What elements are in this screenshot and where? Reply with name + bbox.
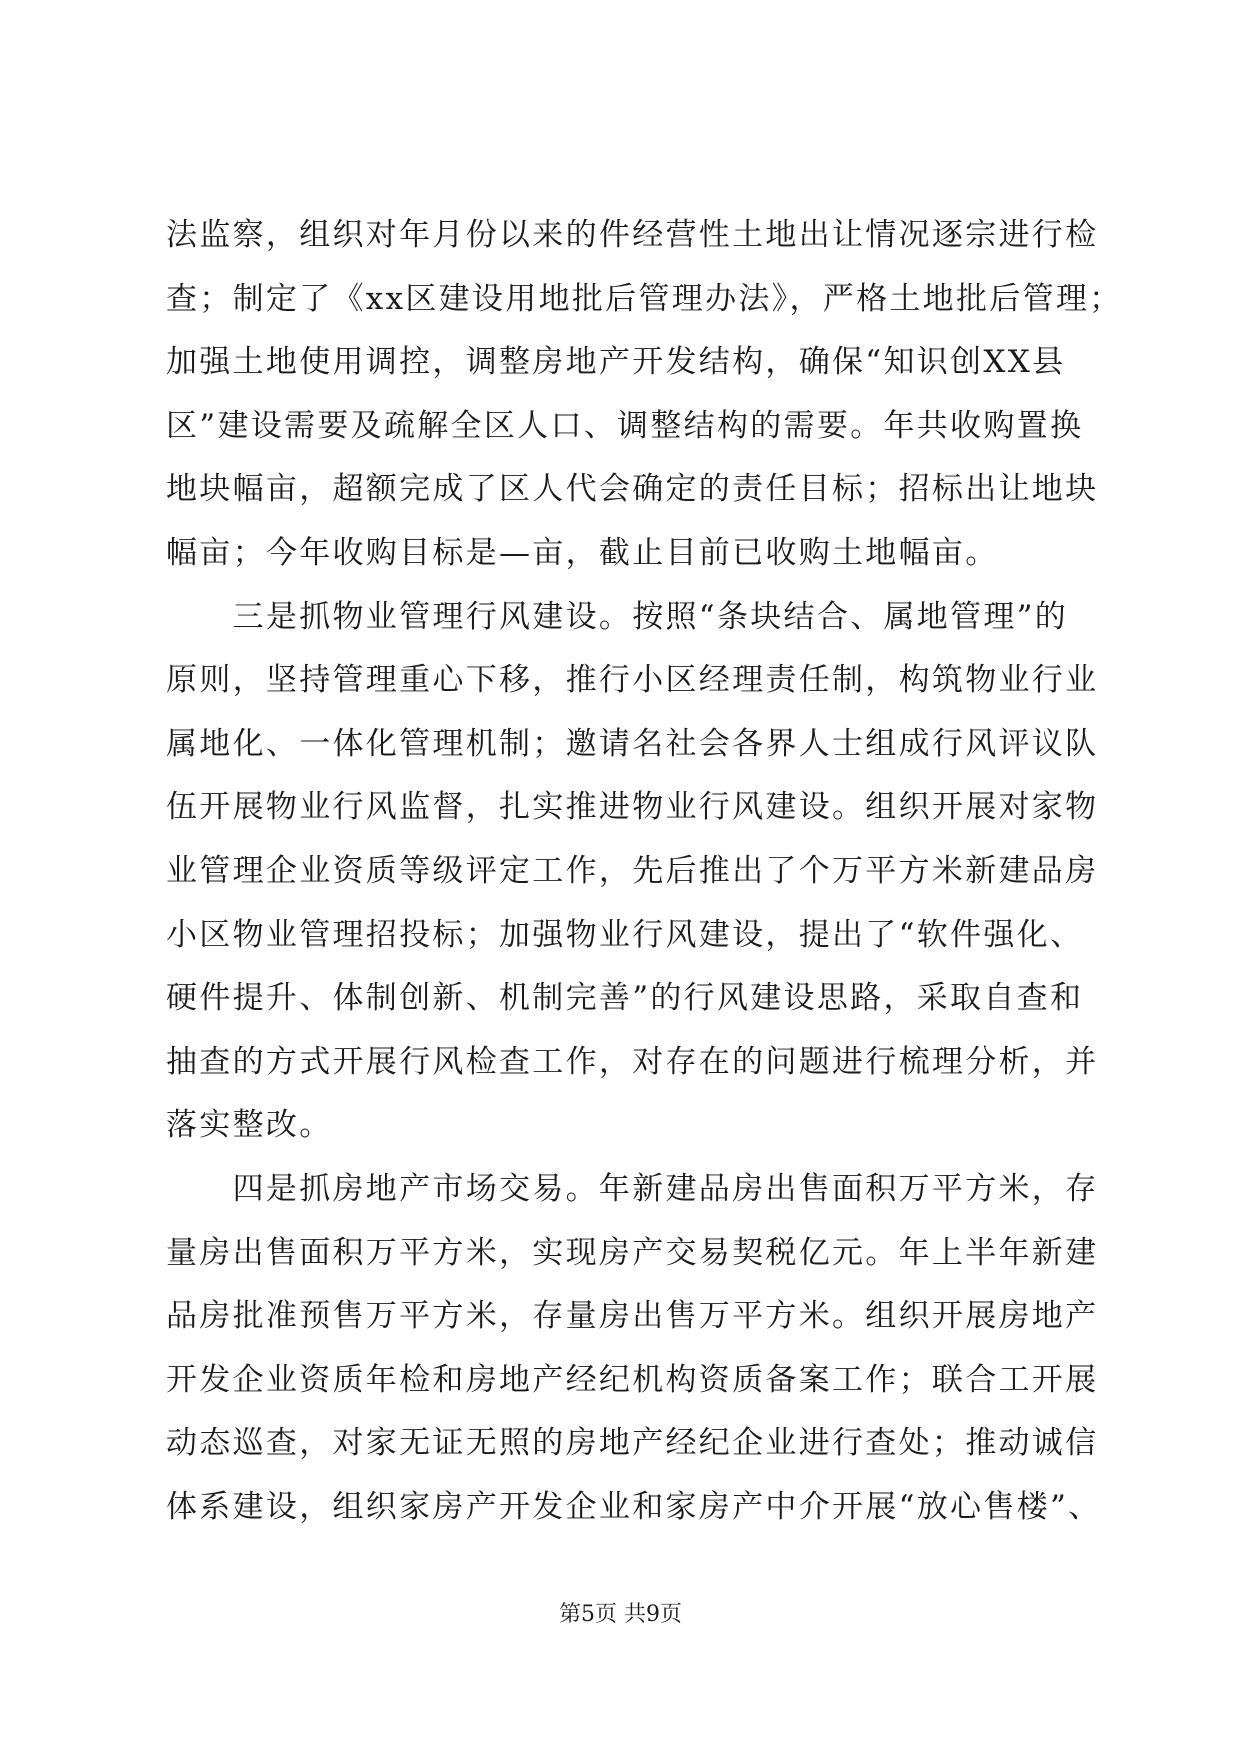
- text-line: 抽查的方式开展行风检查工作，对存在的问题进行梳理分析，并: [166, 1043, 1099, 1080]
- text-line: 法监察，组织对年月份以来的件经营性土地出让情况逐宗进行检: [166, 217, 1099, 253]
- text-line: 小区物业管理招投标；加强物业行风建设，提出了“软件强化、: [166, 916, 1084, 953]
- text-line: 量房出售面积万平方米，实现房产交易契税亿元。年上半年新建: [166, 1234, 1099, 1271]
- text-line: 属地化、一体化管理机制；邀请名社会各界人士组成行风评议队: [166, 725, 1099, 762]
- text-line: 区”建设需要及疏解全区人口、调整结构的需要。年共收购置换: [166, 407, 1084, 444]
- text-line: 品房批准预售万平方米，存量房出售万平方米。组织开展房地产: [166, 1298, 1099, 1335]
- paragraph-start-line: 四是抓房地产市场交易。年新建品房出售面积万平方米，存: [166, 1170, 1099, 1207]
- text-line: 地块幅亩，超额完成了区人代会确定的责任目标；招标出让地块: [166, 471, 1099, 508]
- text-line: 伍开展物业行风监督，扎实推进物业行风建设。组织开展对家物: [166, 789, 1099, 826]
- text-line: 动态巡查，对家无证无照的房地产经纪企业进行查处；推动诚信: [166, 1425, 1099, 1462]
- text-line: 查；制定了《xx区建设用地批后管理办法》，严格土地批后管理；: [166, 280, 1123, 317]
- paragraph-start-line: 三是抓物业管理行风建设。按照“条块结合、属地管理”的: [166, 598, 1069, 635]
- body-text: [166, 204, 1123, 1539]
- text-line: 开发企业资质年检和房地产经纪机构资质备案工作；联合工开展: [166, 1361, 1099, 1398]
- text-line: 业管理企业资质等级评定工作，先后推出了个万平方米新建品房: [166, 852, 1099, 889]
- text-line: 幅亩；今年收购目标是—亩，截止目前已收购土地幅亩。: [166, 534, 999, 571]
- page-number-footer: 第5页 共9页: [559, 1602, 682, 1627]
- text-line: 原则，坚持管理重心下移，推行小区经理责任制，构筑物业行业: [166, 662, 1099, 699]
- text-line: 硬件提升、体制创新、机制完善”的行风建设思路，采取自查和: [166, 980, 1084, 1017]
- text-line: 落实整改。: [166, 1107, 333, 1144]
- text-line: 体系建设，组织家房产开发企业和家房产中介开展“放心售楼”、: [166, 1488, 1102, 1525]
- text-line: 加强土地使用调控，调整房地产开发结构，确保“知识创XX县: [166, 344, 1066, 381]
